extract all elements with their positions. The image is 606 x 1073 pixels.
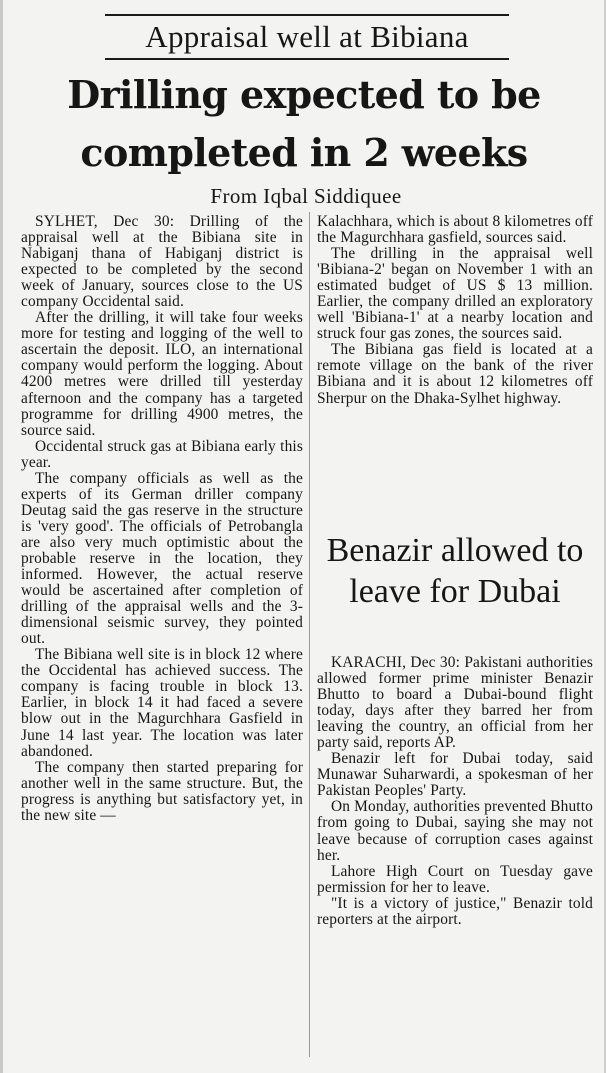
kicker: Appraisal well at Bibiana: [145, 19, 469, 54]
article-paragraph: Occidental struck gas at Bibiana early this year.: [21, 437, 303, 471]
column-divider: [309, 212, 310, 1057]
article-paragraph: On Monday, authorities prevented Bhutto from going to Dubai, saying she may not leave because of corruption cases against her.: [317, 798, 593, 864]
article-paragraph: The company then started preparing for another well in the same structure. But, the progress is anything but satisfactory yet, in the new site —: [21, 758, 303, 824]
article-paragraph: Lahore High Court on Tuesday gave permission for her to leave.: [317, 862, 593, 896]
second-headline: Benazir allowed to leave for Dubai: [326, 532, 584, 610]
article-paragraph: After the drilling, it will take four weeks more for testing and logging of the well to ascertain the deposit. ILO, an international company would perform the logging. About 4200 metres were drilled till yesterday afternoon and the company has a targeted programme for drilling 4900 metres, the source said.: [21, 309, 303, 439]
kicker-box: [105, 14, 509, 60]
article-paragraph: KARACHI, Dec 30: Pakistani authorities allowed former prime minister Benazir Bhutto to board a Dubai-bound flight today, days after they barred her from leaving the country, an official from her party said, reports AP.: [317, 654, 593, 752]
second-article-body: [317, 655, 593, 1055]
byline: From Iqbal Siddiquee: [210, 184, 402, 208]
article-paragraph: "It is a victory of justice," Benazir told reporters at the airport.: [317, 894, 593, 928]
article-paragraph: Benazir left for Dubai today, said Munawar Suharwardi, a spokesman of her Pakistan Peoples' Party.: [317, 750, 593, 800]
article-paragraph: The company officials as well as the experts of its German driller company Deutag said the gas reserve in the structure is 'very good'. The officials of Petrobangla are also very much optimistic about the probable reserve in the location, they informed. However, the actual reserve would be ascertained after completion of drilling of the appraisal wells and the 3-dimensional seismic survey, they pointed out.: [21, 469, 303, 648]
main-headline: Drilling expected to be completed in 2 weeks: [67, 72, 541, 175]
article-paragraph: The drilling in the appraisal well 'Bibiana-2' began on November 1 with an estimated budget of US $ 13 million. Earlier, the company drilled an exploratory well 'Bibiana-1' at a nearby location and struck four gas zones, the sources said.: [317, 245, 593, 343]
article-paragraph: SYLHET, Dec 30: Drilling of the appraisal well at the Bibiana site in Nabiganj thana of Habiganj district is expected to be completed by the second week of January, sources close to the US company Occidental said.: [21, 213, 303, 311]
article-paragraph: The Bibiana gas field is located at a remote village on the bank of the river Bibiana and it is about 12 kilometres off Sherpur on the Dhaka-Sylhet highway.: [317, 341, 593, 407]
continuation-lead: Kalachhara, which is about 8 kilometres off the Magurchhara gasfield, sources said.: [317, 213, 593, 247]
left-column: [21, 214, 303, 1064]
article-paragraph: The Bibiana well site is in block 12 where the Occidental has achieved success. The company is facing trouble in block 13. Earlier, in block 14 it had faced a severe blow out in the Magurchhara Gasfield in June 14 last year. The location was later abandoned.: [21, 646, 303, 760]
right-column-continuation: [317, 214, 593, 504]
